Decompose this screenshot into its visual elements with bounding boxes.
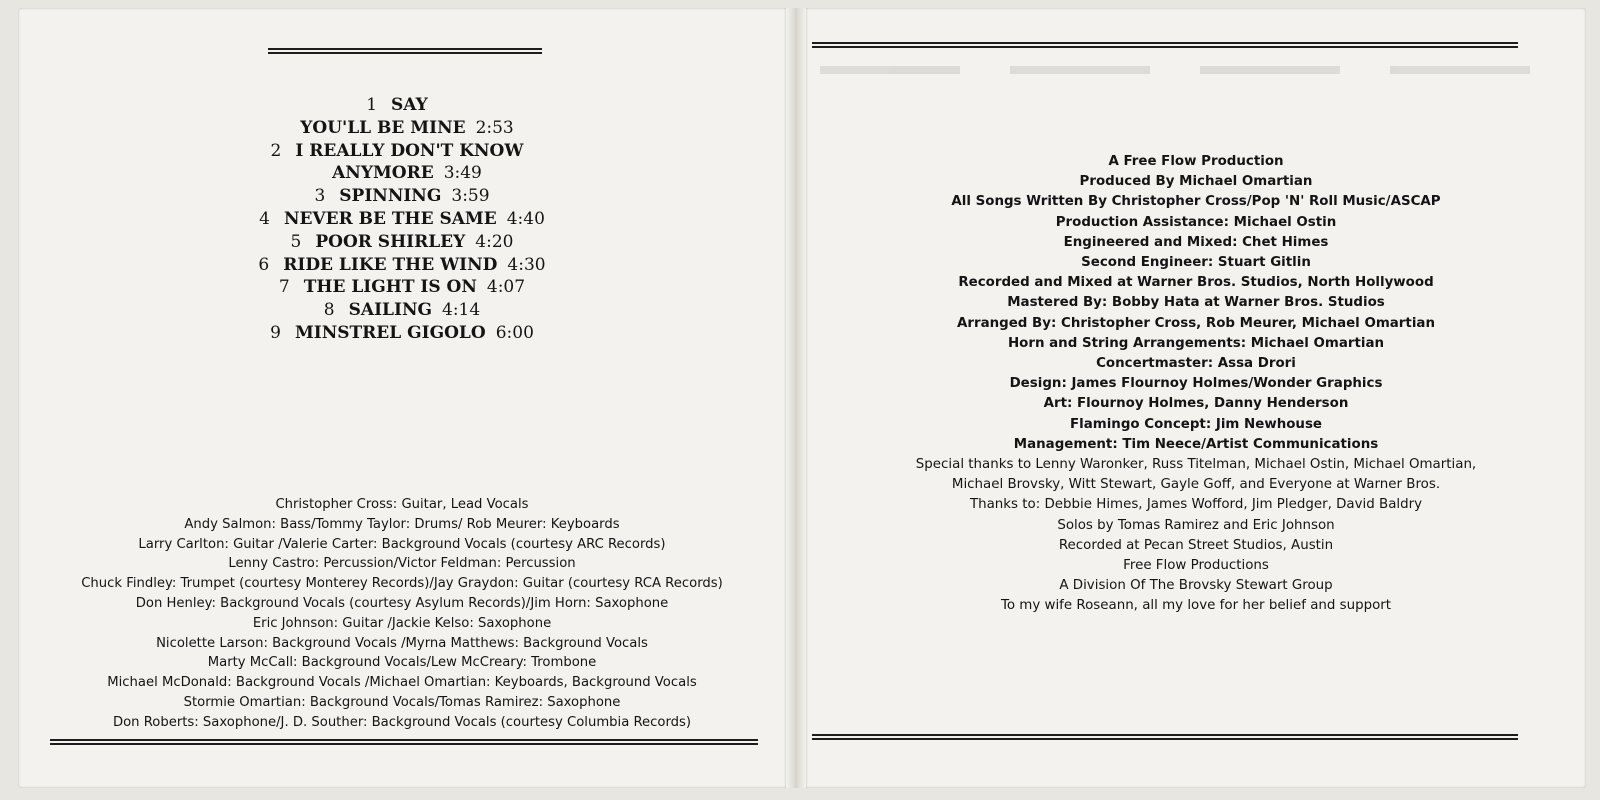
thanks-line: Solos by Tomas Ramirez and Eric Johnson [1057, 517, 1335, 533]
production-credit-line: Arranged By: Christopher Cross, Rob Meurer, Michael Omartian [957, 315, 1435, 331]
production-credit-line: Mastered By: Bobby Hata at Warner Bros. Studios [1007, 295, 1385, 311]
musician-credits [18, 495, 786, 733]
musician-credit-line: Eric Johnson: Guitar /Jackie Kelso: Saxophone [252, 615, 552, 631]
track-number: 2 [270, 140, 282, 161]
production-credit-line: Engineered and Mixed: Chet Himes [1063, 234, 1329, 250]
track-row [18, 162, 786, 185]
thanks-line: Thanks to: Debbie Himes, James Wofford, Jim Pledger, David Baldry [969, 497, 1423, 513]
tracklist [18, 94, 786, 345]
page-gutter [786, 8, 806, 788]
musician-credit-line: Chuck Findley: Trumpet (courtesy Monterey Records)/Jay Graydon: Guitar (courtesy RCA Records) [81, 576, 723, 592]
musician-credit-line: Marty McCall: Background Vocals/Lew McCreary: Trombone [207, 655, 597, 671]
production-credits [806, 152, 1586, 617]
bottom-rule-left [50, 739, 758, 745]
track-duration: 4:14 [442, 300, 481, 321]
track-number: 4 [259, 208, 270, 229]
musician-credit-line: Michael McDonald: Background Vocals /Michael Omartian: Keyboards, Background Vocals [107, 675, 697, 691]
track-number: 5 [290, 231, 302, 252]
track-title: THE LIGHT IS ON [303, 277, 477, 298]
track-title: RIDE LIKE THE WIND [283, 254, 498, 275]
production-credit-line: Design: James Flournoy Holmes/Wonder Graphics [1009, 376, 1383, 392]
production-credit-line: Management: Tim Neece/Artist Communications [1013, 436, 1379, 452]
musician-credit-line: Don Roberts: Saxophone/J. D. Souther: Background Vocals (courtesy Columbia Records) [112, 714, 692, 730]
musician-credit-line: Stormie Omartian: Background Vocals/Tomas Ramirez: Saxophone [183, 694, 621, 710]
track-duration: 6:00 [495, 322, 534, 343]
track-row [18, 185, 786, 208]
production-credit-line: All Songs Written By Christopher Cross/Pop 'N' Roll Music/ASCAP [951, 194, 1441, 210]
production-credit-line: Produced By Michael Omartian [1079, 174, 1313, 190]
production-credit-line: A Free Flow Production [1108, 154, 1284, 169]
musician-credit-line: Nicolette Larson: Background Vocals /Myrna Matthews: Background Vocals [156, 635, 648, 651]
musician-credit-line: Don Henley: Background Vocals (courtesy Asylum Records)/Jim Horn: Saxophone [135, 595, 669, 611]
thanks-line: Free Flow Productions [1123, 558, 1269, 574]
left-page [18, 8, 786, 788]
track-title: YOU'LL BE MINE [300, 117, 466, 138]
track-row [18, 254, 786, 277]
bottom-rule-right [812, 734, 1518, 740]
track-duration: 2:53 [475, 117, 514, 138]
track-row [18, 117, 786, 140]
track-number: 3 [314, 186, 326, 207]
track-row [18, 299, 786, 322]
thanks-line: Special thanks to Lenny Waronker, Russ Titelman, Michael Ostin, Michael Omartian, [915, 457, 1477, 473]
musician-credit-line: Andy Salmon: Bass/Tommy Taylor: Drums/ Rob Meurer: Keyboards [184, 516, 620, 532]
production-credit-line: Production Assistance: Michael Ostin [1055, 214, 1337, 230]
track-number: 1 [366, 95, 378, 115]
production-credit-line: Horn and String Arrangements: Michael Omartian [1007, 335, 1385, 351]
track-number: 6 [258, 254, 270, 275]
thanks-line: Recorded at Pecan Street Studios, Austin [1058, 537, 1334, 553]
production-credit-line: Flamingo Concept: Jim Newhouse [1069, 416, 1323, 432]
track-duration: 4:30 [507, 254, 546, 275]
thanks-line: To my wife Roseann, all my love for her belief and support [1000, 598, 1392, 614]
track-duration: 4:40 [506, 208, 545, 229]
track-title: MINSTREL GIGOLO [294, 322, 486, 343]
production-credit-line: Recorded and Mixed at Warner Bros. Studios, North Hollywood [958, 275, 1434, 291]
track-number: 9 [270, 322, 281, 343]
track-row [18, 322, 786, 345]
track-title: SPINNING [339, 186, 442, 207]
track-title: ANYMORE [332, 163, 434, 184]
production-credit-line: Concertmaster: Assa Drori [1096, 356, 1296, 372]
right-page [806, 8, 1586, 788]
track-title: POOR SHIRLEY [315, 231, 466, 252]
track-duration: 4:07 [486, 277, 526, 298]
thanks-line: Michael Brovsky, Witt Stewart, Gayle Goff, and Everyone at Warner Bros. [951, 477, 1441, 493]
track-row [18, 140, 786, 163]
track-title: SAILING [348, 300, 433, 321]
track-duration: 3:59 [451, 186, 490, 207]
production-credit-line: Second Engineer: Stuart Gitlin [1081, 255, 1311, 271]
musician-credit-line: Larry Carlton: Guitar /Valerie Carter: Background Vocals (courtesy ARC Records) [138, 536, 666, 552]
musician-credit-line: Christopher Cross: Guitar, Lead Vocals [275, 497, 529, 512]
track-number: 7 [278, 277, 290, 298]
track-title: NEVER BE THE SAME [283, 208, 497, 229]
thanks-line: A Division Of The Brovsky Stewart Group [1059, 578, 1333, 594]
production-credit-line: Art: Flournoy Holmes, Danny Henderson [1043, 396, 1349, 412]
track-row [18, 208, 786, 231]
track-row [18, 276, 786, 299]
track-title: I REALLY DON'T KNOW [295, 140, 524, 161]
track-duration: 3:49 [443, 163, 482, 184]
track-number: 8 [323, 300, 335, 321]
track-duration: 4:20 [475, 231, 514, 252]
track-title: SAY [391, 95, 428, 115]
musician-credit-line: Lenny Castro: Percussion/Victor Feldman: Percussion [228, 556, 576, 572]
track-row [18, 231, 786, 254]
track-row [18, 94, 786, 117]
top-rule-right [812, 42, 1518, 48]
top-rule-left [268, 48, 542, 54]
